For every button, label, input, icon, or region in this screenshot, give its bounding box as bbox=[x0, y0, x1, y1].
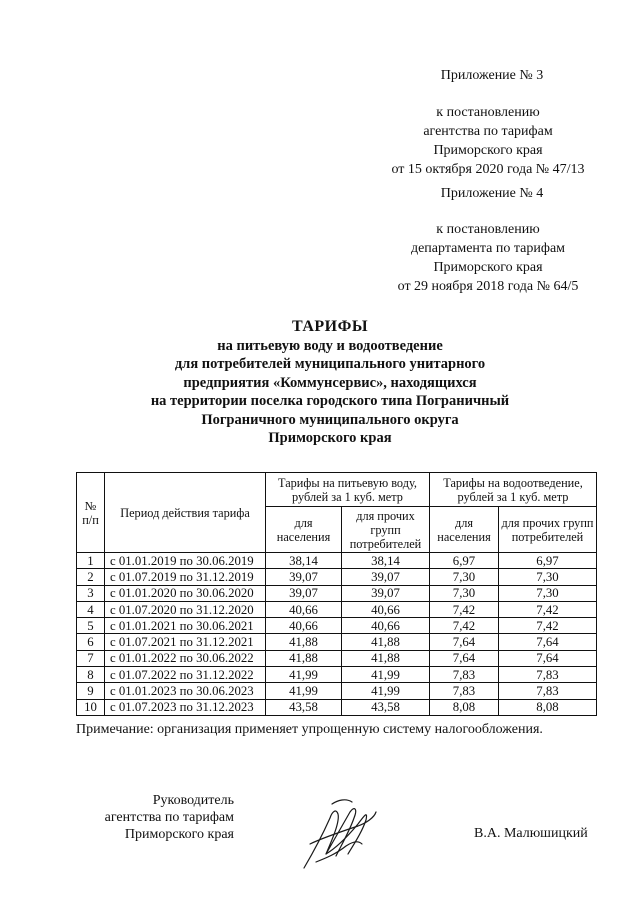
signatory-position bbox=[76, 792, 234, 843]
sewer-other-cell: 7,83 bbox=[499, 683, 597, 699]
appendix-4-title: Приложение № 4 bbox=[440, 186, 544, 201]
period-cell: с 01.07.2020 по 31.12.2020 bbox=[105, 601, 266, 617]
period-cell: с 01.07.2021 по 31.12.2021 bbox=[105, 634, 266, 650]
table-row bbox=[77, 683, 597, 699]
sewer-other-cell: 7,64 bbox=[499, 634, 597, 650]
appendix-3-title: Приложение № 3 bbox=[440, 68, 544, 83]
period-cell: с 01.07.2019 по 31.12.2019 bbox=[105, 569, 266, 585]
title-main: ТАРИФЫ bbox=[291, 318, 369, 335]
appendix-4-block bbox=[368, 220, 608, 296]
row-number-cell: 2 bbox=[77, 569, 105, 585]
water-population-cell: 43,58 bbox=[266, 699, 342, 715]
water-other-cell: 39,07 bbox=[342, 569, 430, 585]
water-other-cell: 41,88 bbox=[342, 650, 430, 666]
water-population-cell: 41,99 bbox=[266, 683, 342, 699]
period-cell: с 01.01.2023 по 30.06.2023 bbox=[105, 683, 266, 699]
table-row bbox=[77, 585, 597, 601]
sewer-population-cell: 7,42 bbox=[430, 601, 499, 617]
water-other-cell: 40,66 bbox=[342, 601, 430, 617]
appendix-3-date: от 15 октября 2020 года № 47/13 bbox=[391, 162, 585, 177]
header-sewer-population: для населения bbox=[430, 507, 499, 553]
table-row bbox=[77, 553, 597, 569]
signatory-name: В.А. Малюшицкий bbox=[474, 826, 588, 841]
period-cell: с 01.01.2021 по 30.06.2021 bbox=[105, 618, 266, 634]
water-other-cell: 41,88 bbox=[342, 634, 430, 650]
row-number-cell: 8 bbox=[77, 667, 105, 683]
table-row bbox=[77, 667, 597, 683]
water-other-cell: 41,99 bbox=[342, 667, 430, 683]
water-population-cell: 39,07 bbox=[266, 585, 342, 601]
handwritten-signature bbox=[296, 796, 380, 876]
table-row bbox=[77, 634, 597, 650]
sewer-population-cell: 7,83 bbox=[430, 667, 499, 683]
title-line: на питьевую воду и водоотведение bbox=[217, 337, 443, 354]
appendix-3-line: агентства по тарифам bbox=[423, 124, 553, 139]
header-water-other: для прочих групп потребителей bbox=[342, 507, 430, 553]
sewer-population-cell: 7,83 bbox=[430, 683, 499, 699]
table-row bbox=[77, 650, 597, 666]
period-cell: с 01.01.2020 по 30.06.2020 bbox=[105, 585, 266, 601]
table-row bbox=[77, 569, 597, 585]
water-population-cell: 41,88 bbox=[266, 634, 342, 650]
table-row bbox=[77, 699, 597, 715]
sewer-population-cell: 7,42 bbox=[430, 618, 499, 634]
appendix-3-line: к постановлению bbox=[436, 105, 540, 120]
row-number-cell: 7 bbox=[77, 650, 105, 666]
water-other-cell: 38,14 bbox=[342, 553, 430, 569]
period-cell: с 01.07.2022 по 31.12.2022 bbox=[105, 667, 266, 683]
appendix-3-block bbox=[368, 103, 608, 179]
water-other-cell: 40,66 bbox=[342, 618, 430, 634]
header-number: № п/п bbox=[77, 473, 105, 553]
appendix-4-line: к постановлению bbox=[436, 222, 540, 237]
table-row bbox=[77, 601, 597, 617]
appendix-4-date: от 29 ноября 2018 года № 64/5 bbox=[397, 279, 579, 294]
title-line: предприятия «Коммунсервис», находящихся bbox=[183, 374, 477, 391]
sewer-other-cell: 7,30 bbox=[499, 569, 597, 585]
sewer-population-cell: 7,30 bbox=[430, 569, 499, 585]
sewer-other-cell: 7,83 bbox=[499, 667, 597, 683]
water-population-cell: 40,66 bbox=[266, 618, 342, 634]
header-sewer-other: для прочих групп потребителей bbox=[499, 507, 597, 553]
period-cell: с 01.01.2019 по 30.06.2019 bbox=[105, 553, 266, 569]
row-number-cell: 6 bbox=[77, 634, 105, 650]
period-cell: с 01.07.2023 по 31.12.2023 bbox=[105, 699, 266, 715]
appendix-3-line: Приморского края bbox=[433, 143, 543, 158]
water-other-cell: 41,99 bbox=[342, 683, 430, 699]
title-line: для потребителей муниципального унитарного bbox=[174, 356, 486, 372]
period-cell: с 01.01.2022 по 30.06.2022 bbox=[105, 650, 266, 666]
row-number-cell: 5 bbox=[77, 618, 105, 634]
water-population-cell: 39,07 bbox=[266, 569, 342, 585]
title-line: Пограничного муниципального округа bbox=[201, 411, 459, 428]
row-number-cell: 9 bbox=[77, 683, 105, 699]
appendix-4-line: департамента по тарифам bbox=[410, 241, 566, 256]
tariffs-table-body bbox=[77, 553, 597, 716]
sewer-population-cell: 7,30 bbox=[430, 585, 499, 601]
appendix-4-line: Приморского края bbox=[433, 260, 543, 275]
tariffs-table bbox=[76, 472, 597, 716]
water-population-cell: 41,99 bbox=[266, 667, 342, 683]
sewer-other-cell: 6,97 bbox=[499, 553, 597, 569]
water-population-cell: 38,14 bbox=[266, 553, 342, 569]
water-other-cell: 43,58 bbox=[342, 699, 430, 715]
sewer-other-cell: 8,08 bbox=[499, 699, 597, 715]
sewer-other-cell: 7,64 bbox=[499, 650, 597, 666]
tax-note: Примечание: организация применяет упрощенную систему налогообложения. bbox=[76, 722, 543, 737]
water-other-cell: 39,07 bbox=[342, 585, 430, 601]
water-population-cell: 41,88 bbox=[266, 650, 342, 666]
sewer-population-cell: 6,97 bbox=[430, 553, 499, 569]
header-sewer-group: Тарифы на водоотведение, рублей за 1 куб. метр bbox=[430, 473, 597, 507]
title-line: на территории поселка городского типа Пограничный bbox=[150, 393, 510, 409]
header-water-population: для населения bbox=[266, 507, 342, 553]
table-row bbox=[77, 618, 597, 634]
sewer-population-cell: 7,64 bbox=[430, 650, 499, 666]
row-number-cell: 3 bbox=[77, 585, 105, 601]
sewer-other-cell: 7,42 bbox=[499, 601, 597, 617]
sewer-other-cell: 7,30 bbox=[499, 585, 597, 601]
title-line: Приморского края bbox=[268, 430, 392, 446]
sewer-other-cell: 7,42 bbox=[499, 618, 597, 634]
sewer-population-cell: 8,08 bbox=[430, 699, 499, 715]
signatory-position-line: Приморского края bbox=[124, 827, 234, 842]
row-number-cell: 10 bbox=[77, 699, 105, 715]
signatory-position-line: Руководитель bbox=[152, 793, 234, 808]
sewer-population-cell: 7,64 bbox=[430, 634, 499, 650]
signatory-position-line: агентства по тарифам bbox=[104, 810, 234, 825]
row-number-cell: 1 bbox=[77, 553, 105, 569]
header-period: Период действия тарифа bbox=[105, 473, 266, 553]
water-population-cell: 40,66 bbox=[266, 601, 342, 617]
header-water-group: Тарифы на питьевую воду, рублей за 1 куб. метр bbox=[266, 473, 430, 507]
row-number-cell: 4 bbox=[77, 601, 105, 617]
document-title bbox=[60, 318, 600, 448]
